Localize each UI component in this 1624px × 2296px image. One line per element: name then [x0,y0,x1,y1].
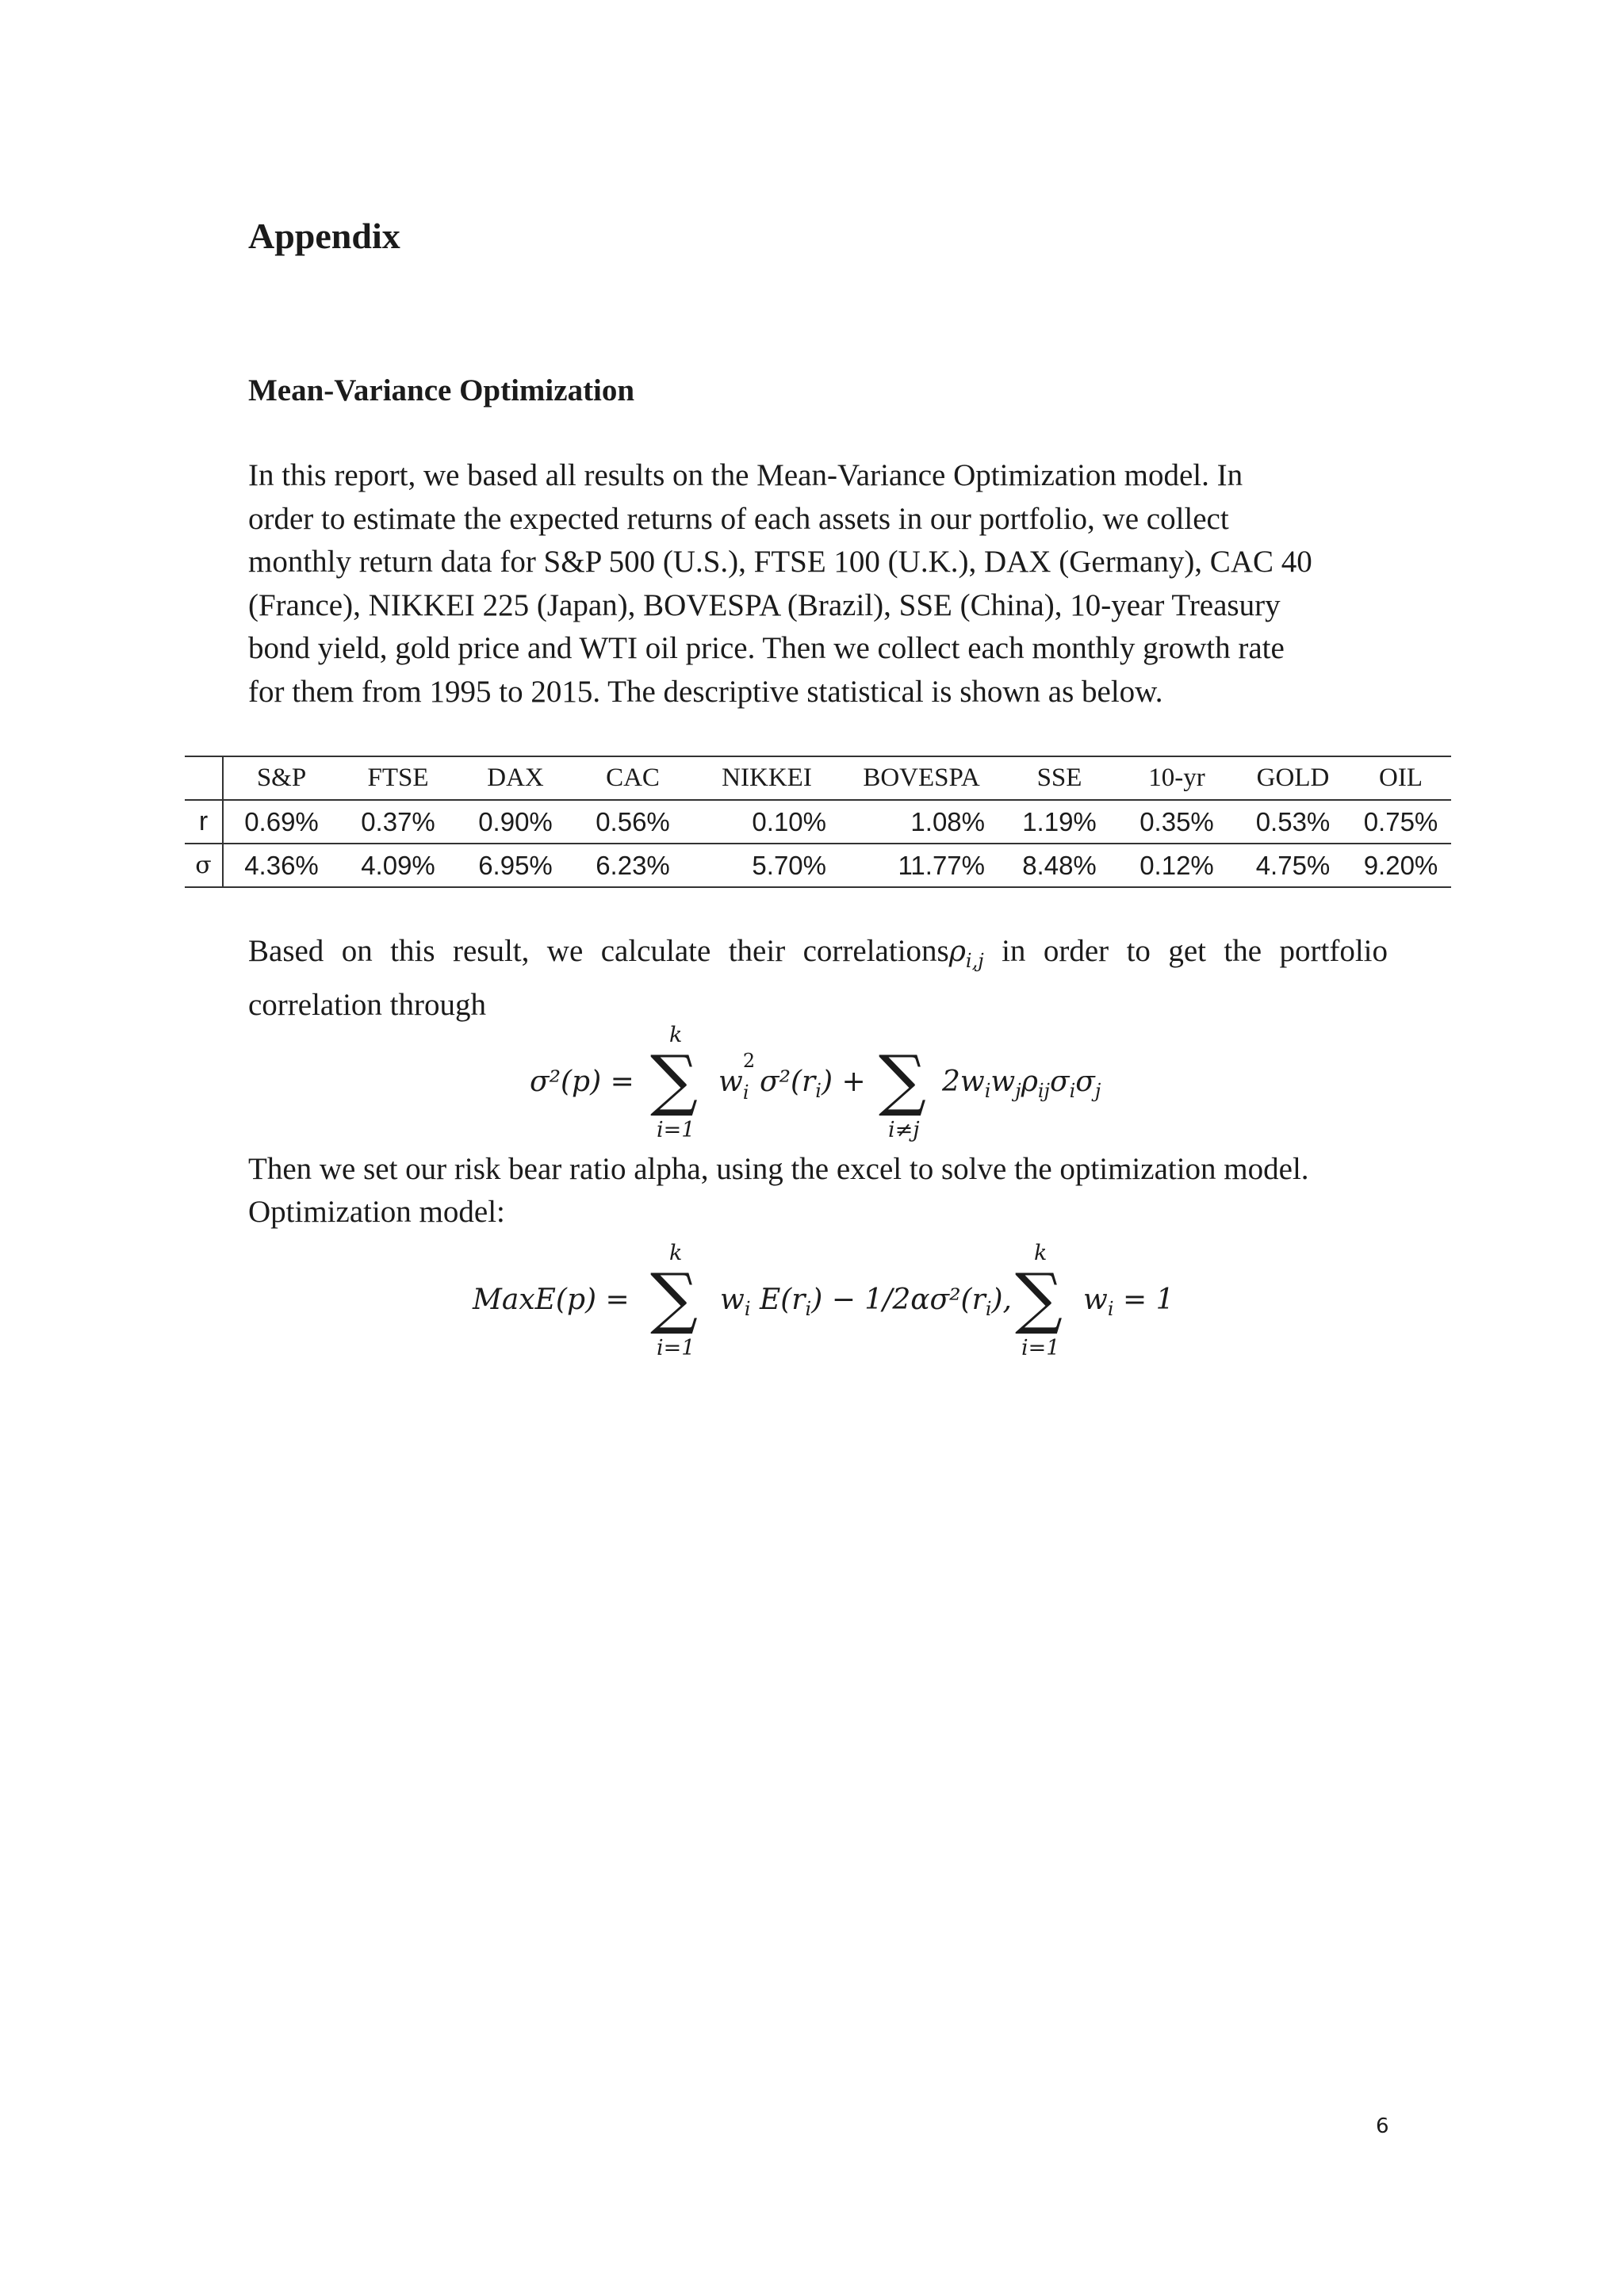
sum-upper-limit: k [669,1241,683,1265]
method-paragraph: Then we set our risk bear ratio alpha, using the excel to solve the optimization model. [248,1152,1309,1186]
column-header: NIKKEI [691,756,842,800]
term-subscript: ij [1037,1080,1050,1103]
term-subscript: i [815,1080,822,1103]
table-cell: 0.12% [1118,844,1235,887]
column-header: SSE [1001,756,1118,800]
table-cell: 6.95% [457,844,574,887]
equation-term [760,1066,866,1102]
table-cell: 0.35% [1118,800,1235,844]
table-cell: 0.56% [574,800,691,844]
table-corner-cell [185,756,223,800]
column-header: 10-yr [1118,756,1235,800]
term-subscript: i [984,1080,991,1103]
summation-symbol: ∑ [650,1041,698,1119]
table-cell: 0.53% [1235,800,1350,844]
sum-lower-limit: i=1 [1021,1336,1060,1360]
page-number: 6 [1376,2114,1389,2138]
section-title: Mean-Variance Optimization [248,373,635,408]
sum-upper-limit: k [669,1023,683,1047]
table-cell: 1.08% [842,800,1001,844]
column-header: DAX [457,756,574,800]
column-header: CAC [574,756,691,800]
column-header: GOLD [1235,756,1350,800]
intro-line: for them from 1995 to 2015. The descriptive statistical is shown as below. [248,674,1163,709]
equation-lhs: σ²(p) = [530,1066,634,1098]
table-cell: 8.48% [1001,844,1118,887]
column-header: FTSE [339,756,457,800]
table-cell: 0.90% [457,800,574,844]
sum-lower-limit: i=1 [657,1118,695,1142]
column-header: OIL [1350,756,1451,800]
descriptive-stats-table [185,756,1451,888]
intro-line: (France), NIKKEI 225 (Japan), BOVESPA (Brazil), SSE (China), 10-year Treasury [248,587,1281,622]
table-cell: 0.69% [223,800,339,844]
table-cell: 4.75% [1235,844,1350,887]
paragraph-text: in order to get the portfolio correlation through [248,934,1388,1023]
term-symbol: ) + [821,1066,866,1098]
page-heading: Appendix [248,216,400,256]
table-cell: 4.09% [339,844,457,887]
rho-symbol [948,936,984,973]
rho-glyph: ρ [948,936,966,968]
rho-subscript: i,j [965,950,984,973]
paragraph-text: Based on this result, we calculate their correlations [248,934,949,968]
portfolio-variance-equation [530,1023,1243,1150]
summation-symbol: ∑ [1015,1259,1063,1337]
intro-line: monthly return data for S&P 500 (U.S.), FTSE 100 (U.K.), DAX (Germany), CAC 40 [248,545,1312,579]
intro-line: bond yield, gold price and WTI oil price. Then we collect each monthly growth rate [248,631,1285,665]
row-label: σ [185,844,223,887]
term-symbol: σ²(r [760,1066,816,1098]
term-symbol: 2w [942,1066,985,1098]
summation-symbol: ∑ [650,1259,698,1337]
table-header-row [185,756,1451,800]
table-row [185,844,1451,887]
sum-lower-limit: i=1 [657,1336,695,1360]
term-symbol: ), [991,1284,1012,1316]
table-cell: 0.75% [1350,800,1451,844]
table-cell: 5.70% [691,844,842,887]
term-subscript: j [1015,1080,1021,1103]
row-label: r [185,800,223,844]
term-symbol: w [718,1066,743,1098]
equation-term: $w_i$ $E(r_i) - 1/2\alpha\sigma^2(r_i)$, [720,1284,1012,1321]
optimization-equation [473,1241,1186,1368]
column-header: S&P [223,756,339,800]
table-cell: 9.20% [1350,844,1451,887]
equation-term: $w_i = 1$ [1083,1284,1174,1321]
equation-lhs: MaxE(p) = [473,1284,630,1316]
table-cell: 4.36% [223,844,339,887]
table-row [185,800,1451,844]
term-superscript: 2 [742,1050,756,1072]
table-cell: 11.77% [842,844,1001,887]
equation-term [718,1050,756,1104]
term-subscript: j [1094,1080,1101,1103]
intro-line: In this report, we based all results on the Mean-Variance Optimization model. In [248,458,1243,492]
table-cell: 1.19% [1001,800,1118,844]
intro-line: order to estimate the expected returns of each assets in our portfolio, we collect [248,501,1229,536]
table-cell: 6.23% [574,844,691,887]
term-subscript: i [1069,1080,1076,1103]
intro-paragraph [248,454,1312,714]
table-cell: 0.10% [691,800,842,844]
term-symbol: ) − 1/2ασ²(r [811,1284,986,1316]
column-header: BOVESPA [842,756,1001,800]
equation-term: $2w_iw_j\rho_{ij}\sigma_i\sigma_j$ [942,1066,1101,1103]
term-symbol: = 1 [1122,1284,1174,1316]
sum-lower-limit: i≠j [888,1118,920,1142]
model-label: Optimization model: [248,1195,505,1229]
table-cell: 0.37% [339,800,457,844]
term-symbol: E(r [759,1284,806,1316]
correlation-paragraph [248,929,1388,1027]
sum-upper-limit: k [1034,1241,1048,1265]
term-subscript: i [742,1081,749,1104]
summation-symbol: ∑ [879,1041,926,1119]
